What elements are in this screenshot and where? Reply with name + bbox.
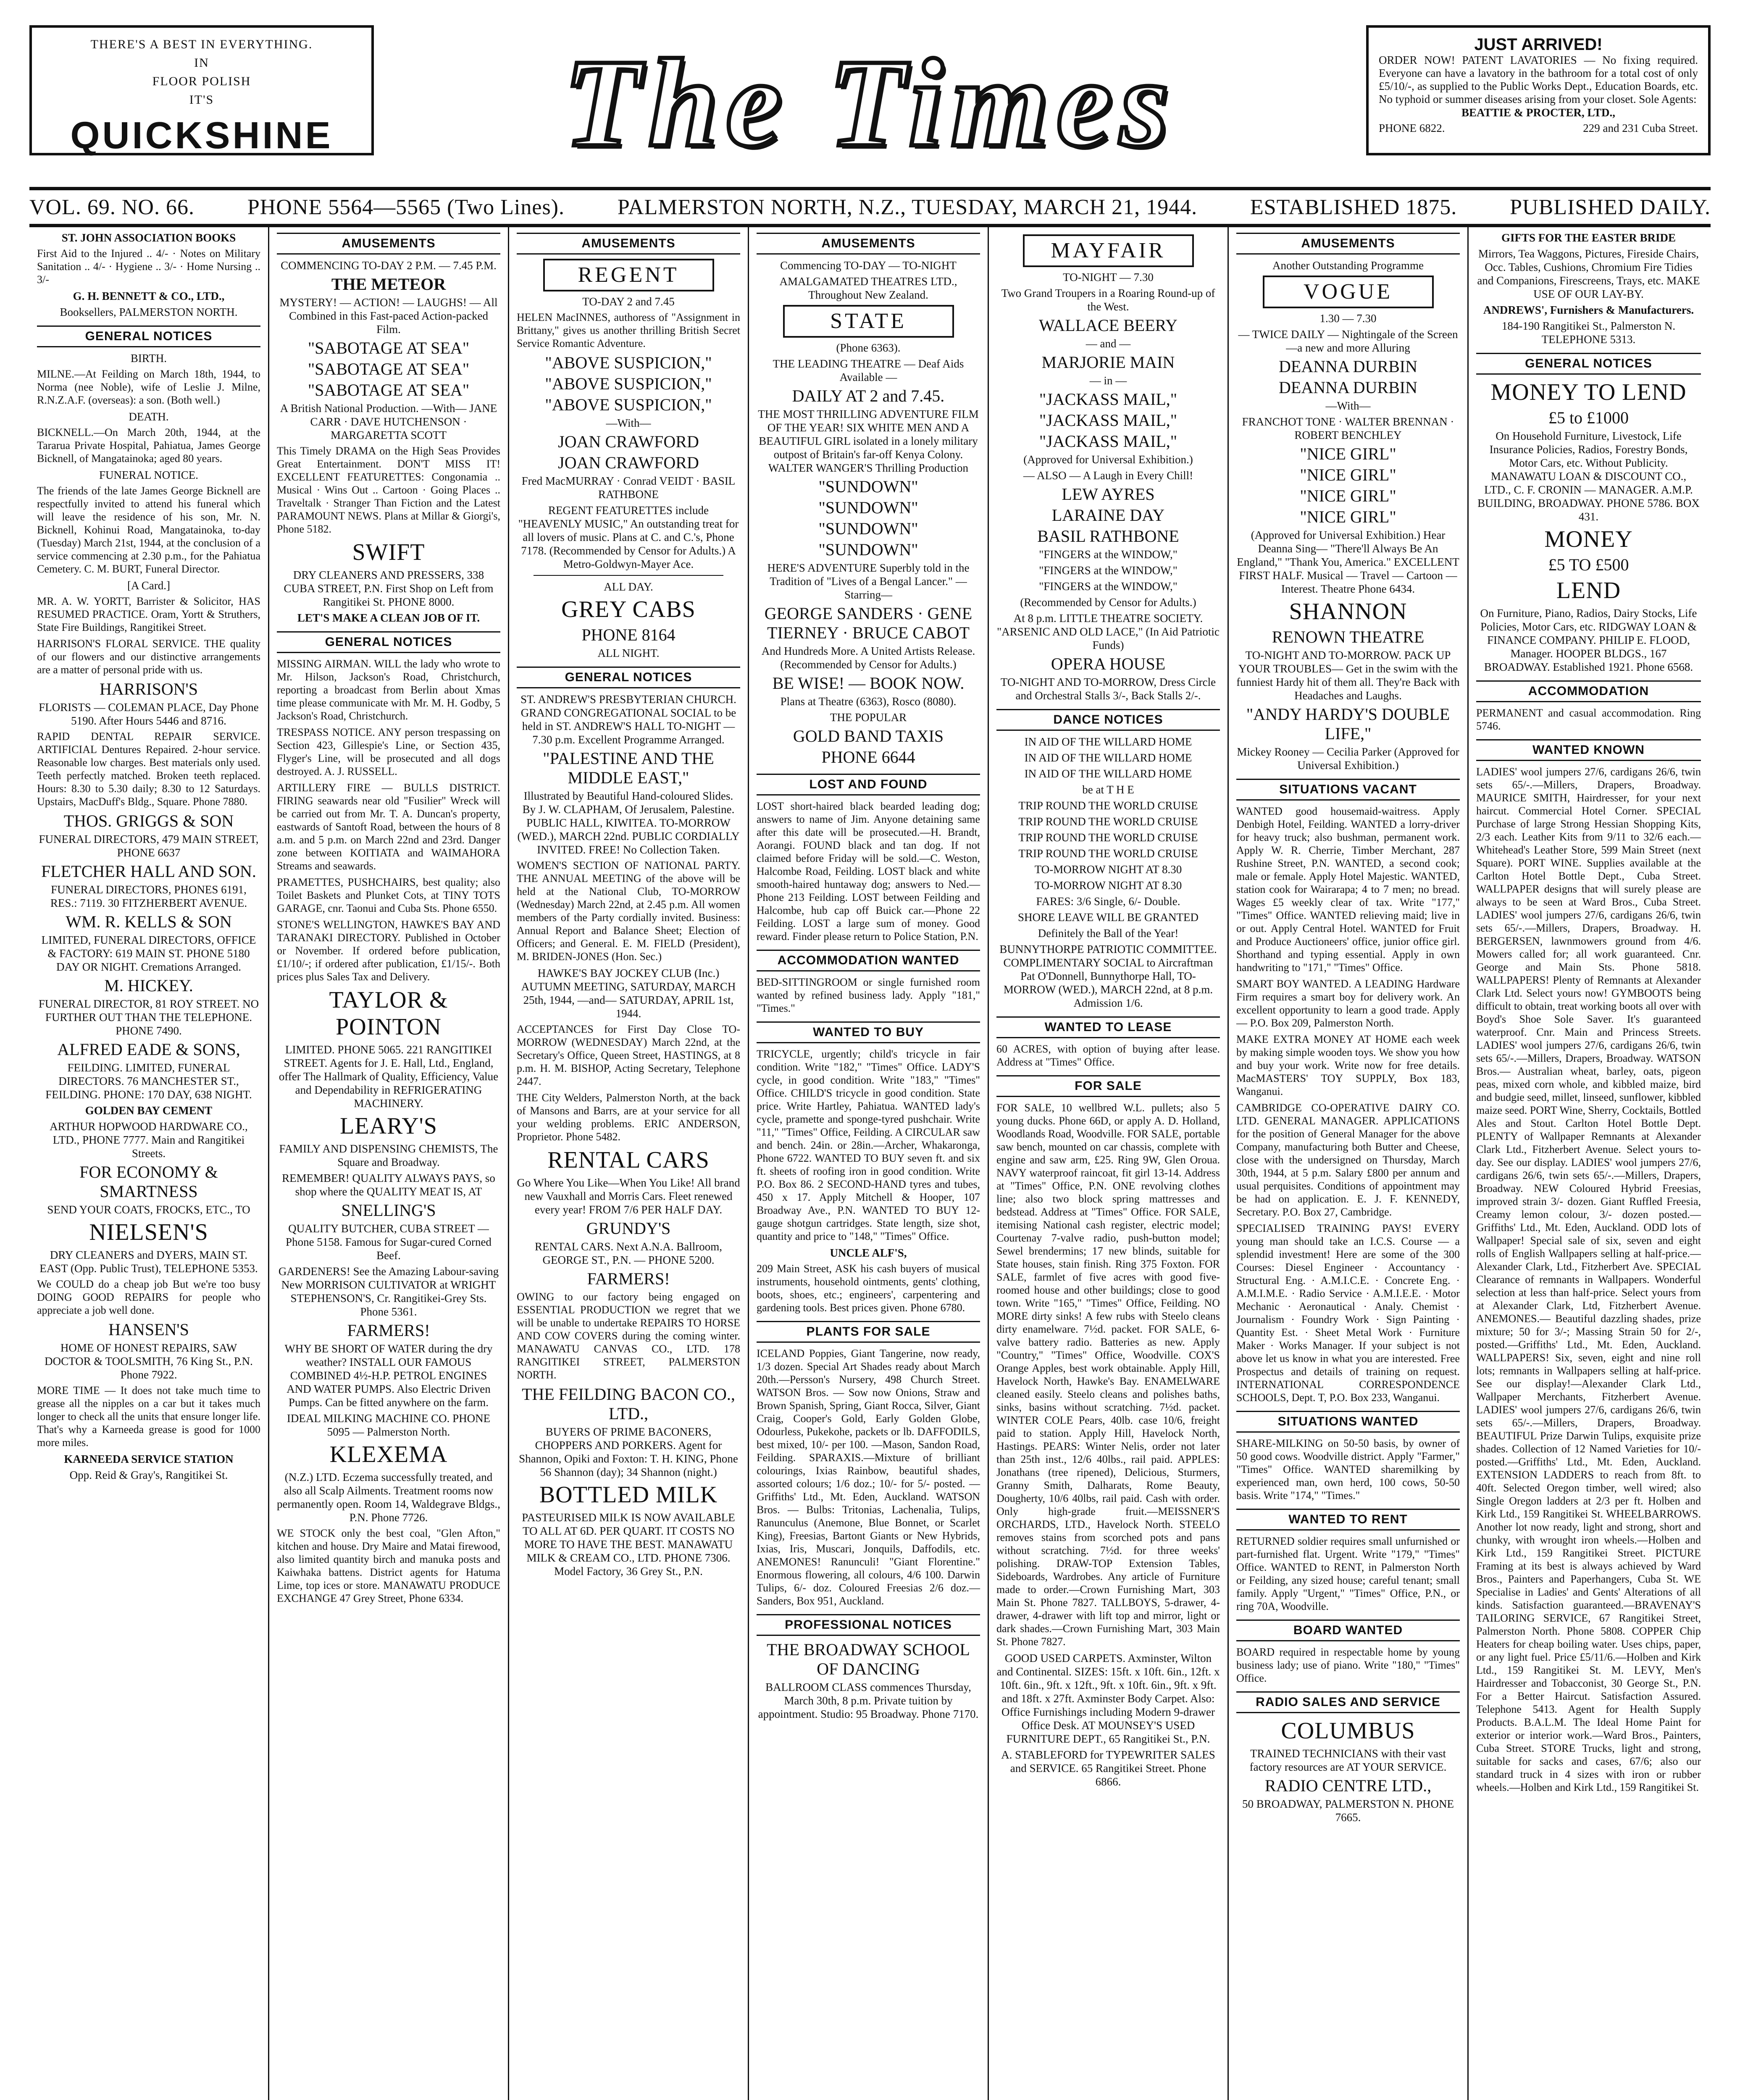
snelling-text: REMEMBER! QUALITY ALWAYS PAYS, so shop where the QUALITY MEAT IS, AT [282,1172,495,1198]
meteor-program: This Timely DRAMA on the High Seas Provides Great Entertainment. DON'T MISS IT! EXCELLENT FEATURETTES: Congonamia .. Musical · Wins Out .. Cartoon · Going Places .. Traveltalk · Stranger Than Fiction and the Latest PARAMOUNT NEWS. Plans at Millar & Giorgi's, Phone 5182. [277,445,500,535]
cruise-time-2: TO-MORROW NIGHT AT 8.30 [1034,879,1182,892]
dance-at: be at T H E [1082,783,1134,796]
section-professional-notices: PROFESSIONAL NOTICES [757,1614,980,1636]
church-social: ST. ANDREW'S PRESBYTERIAN CHURCH. GRAND CONGREGATIONAL SOCIAL to be held in ST. ANDREW'S HALL TO-NIGHT — 7.30 p.m. Excellent Programme Arranged. [520,693,736,746]
ics-training-ad: SPECIALISED TRAINING PAYS! EVERY young man should take an I.C.S. Course — a splendid investment! Here are some of the 300 Courses: Diesel Engineer · Accountancy · Structural Eng. · A.M.I.C.E. · Concrete Eng. · A.M.I.M.E. · Radio Service · A.M.I.E.E. · Motor Mechanic · Aeronautical · Analy. Chemist · Journalism · Foundry Work · Sign Painting · Quantity Est. · Sheet Metal Work · Furniture Maker · Works Manager. If your subject is not above let us know in what you are interested. Free Prospectus and details of training on request. INTERNATIONAL CORRESPONDENCE SCHOOLS, Dept. T, P.O. Box 233, Wanganui. [1236,1222,1460,1404]
meteor-production: A British National Production. —With— JANE CARR · DAVE HUTCHENSON · MARGARETTA SCOTT [280,402,497,441]
coal-ad: WE STOCK only the best coal, "Glen Afton," kitchen and house. Dry Maire and Matai firewood, also limited quantity birch and manuka posts and Kaiwhaka battens. District agents for Hatuma Lime, top ices or store. MANAWATU PRODUCE EXCHANGE 47 Grey Street, Phone 6334. [277,1527,500,1604]
state-tradition: HERE'S ADVENTURE Superbly told in the Tradition of "Lives of a Bengal Lancer." —Starring— [767,562,970,601]
mayfair-tonight: TO-NIGHT — 7.30 [1063,271,1154,284]
accommodation-item: PERMANENT and casual accommodation. Ring 5746. [1476,707,1701,732]
ear-right-phone: PHONE 6822. [1379,122,1445,134]
regent-theatre: REGENT [543,259,714,291]
death-label: DEATH. [129,410,169,423]
gold-band-taxis: GOLD BAND TAXIS [793,727,944,746]
canvas-farmers-name: FARMERS! [587,1269,670,1288]
mayfair-theatre: MAYFAIR [1023,234,1194,267]
section-amusements: AMUSEMENTS [517,233,740,255]
section-wanted-to-rent: WANTED TO RENT [1236,1509,1460,1530]
st-john-title: ST. JOHN ASSOCIATION BOOKS [61,231,236,244]
trespass-notice: TRESPASS NOTICE. ANY person trespassing on Section 423, Gillespie's Line, or Section 435, Flyger's Line, will be prosecuted and all dogs destroyed. A. J. RUSSELL. [277,726,500,777]
andy-hardy-note: Mickey Rooney — Cecilia Parker (Approved for Universal Exhibition.) [1237,746,1459,772]
mayfair-star-3: LEW AYRES [1062,485,1155,504]
farmers-name: FARMERS! [347,1321,430,1340]
money-to-lend-range: £5 to £1000 [1548,408,1629,427]
palestine-text: Illustrated by Beautiful Hand-coloured Slides. By J. W. CLAPHAM, Of Jerusalem, Palestine. PUBLIC HALL, KIWITEA. TO-MORROW (WED.), MARCH 22nd. PUBLIC CORDIALLY INVITED. FREE! No Collection Taken. [517,790,740,856]
state-blurb: THE MOST THRILLING ADVENTURE FILM OF THE YEAR! SIX WHITE MEN AND A BEAUTIFUL GIRL isolated in a lonely military outpost of Britain's far-off Kenya Colony. WALTER WANGER'S Thrilling Production [758,408,979,474]
hansen-name: HANSEN'S [108,1320,189,1339]
opera-house-name: OPERA HOUSE [1051,654,1166,673]
column-5 [989,227,1229,2100]
mayfair-star-4: LARAINE DAY [1051,506,1165,525]
ear-right-body: ORDER NOW! PATENT LAVATORIES — No fixing required. Everyone can have a lavatory in the bathroom for a total cost of only £5/10/-, as supplied to the Public Works Dept., Education Boards, etc. No typhoid or summer diseases arising from your closet. Sole Agents: [1379,54,1698,105]
funeral-label: FUNERAL NOTICE. [99,469,198,481]
section-amusements: AMUSEMENTS [277,233,500,255]
section-amusements: AMUSEMENTS [757,233,980,255]
section-plants-for-sale: PLANTS FOR SALE [757,1321,980,1343]
situations-wanted-items: SHARE-MILKING on 50-50 basis, by owner of 50 good cows. Woodville district. Apply "Farmer," "Times" Office. WANTED sharemilking by experienced man, own herd, 100 cows, 50-50 basis. Write "174," "Times." [1236,1437,1460,1502]
mayfair-feature-3: "JACKASS MAIL," [1039,432,1178,451]
eade-text: FEILDING. LIMITED, FUNERAL DIRECTORS. 76 MANCHESTER ST., FEILDING. PHONE: 170 DAY, 638 NIGHT. [45,1061,252,1101]
taylor-text: LIMITED. PHONE 5065. 221 RANGITIKEI STREET. Agents for J. E. Hall, Ltd., England, offer The Hallmark of Quality, Efficiency, Value and Dependability in REFRIGERATING MACHINERY. [279,1043,499,1110]
bottled-milk-name: BOTTLED MILK [539,1482,718,1508]
andrews-name: ANDREWS', Furnishers & Manufacturers. [1483,304,1694,316]
little-theatre-text: At 8 p.m. LITTLE THEATRE SOCIETY. "ARSENIC AND OLD LACE," (In Aid Patriotic Funds) [997,612,1220,651]
st-john-items: First Aid to the Injured .. 4/- · Notes on Military Sanitation .. 4/- · Hygiene .. 3/- · Home Nursing .. 3/- [37,247,260,286]
klexema-name: KLEXEMA [329,1441,448,1467]
klexema-text: (N.Z.) LTD. Eczema successfully treated, and also all Scalp Ailments. Treatment rooms now permanently open. Room 14, Waldegrave Bldgs., P.N. Phone 7726. [277,1471,500,1524]
nielsen-text: DRY CLEANERS and DYERS, MAIN ST. EAST (Opp. Public Trust), TELEPHONE 5353. [39,1249,258,1275]
money-lend-2: LEND [1556,578,1621,604]
vogue-feature-3: "NICE GIRL" [1300,486,1396,505]
meteor-commencing: COMMENCING TO-DAY 2 P.M. — 7.45 P.M. [281,259,497,272]
ear-right-agent: BEATTIE & PROCTER, LTD., [1461,106,1616,119]
prams-ad: PRAMETTES, PUSHCHAIRS, best quality; also Toilet Baskets and Plunket Cots, at TINY TOTS GARAGE, cnr. Taonui and Cuba Sts. Phone 6550. [277,876,500,914]
andy-hardy-feature: "ANDY HARDY'S DOUBLE LIFE," [1246,705,1450,743]
missing-airman: MISSING AIRMAN. WILL the lady who wrote to Mr. Hilson, Jackson's Road, Christchurch, reporting a broadcast from Berlin about Xmas time please communicate with Mr. M. H. Godby, 5 Jackson's Road, Christchurch. [277,658,500,722]
mayfair-intro: Two Grand Troupers in a Roaring Round-up of the West. [1001,287,1215,313]
kells-text: LIMITED, FUNERAL DIRECTORS, OFFICE & FACTORY: 619 MAIN ST. PHONE 5180 DAY OR NIGHT. Cremations Arranged. [41,934,256,973]
cement-name: GOLDEN BAY CEMENT [85,1104,213,1117]
cruise-1: TRIP ROUND THE WORLD CRUISE [1018,799,1198,812]
state-feature-4: "SUNDOWN" [818,540,918,559]
vogue-costars: FRANCHOT TONE · WALTER BRENNAN · ROBERT BENCHLEY [1242,415,1454,441]
swift-clean: LET'S MAKE A CLEAN JOB OF IT. [297,612,480,624]
section-dance-notices: DANCE NOTICES [996,709,1220,731]
wanted-to-buy-items: TRICYCLE, urgently; child's tricycle in fair condition. Write "182," "Times" Office. LADY'S cycle, in good condition. Write "183," "Times" Office. CHILD'S tricycle in good condition. State price. Write Hartley, Pahiatua. WANTED lady's cycle, pramette and sponge-tyred pushchair. Write "11," "Times" Office, Feilding. A CIRCULAR saw and bench. 24in. or 28in.—Archer, Whakaronga, Phone 6722. WANTED TO BUY seven ft. and six ft. sheets of roofing iron in good condition. Write P.O. Box 86. 2 SECOND-HAND tyres and tubes, 450 x 17. Apply Mitchell & Hooper, 107 Broadway Ave., P.N. WANTED TO BUY 12-gauge shotgun cartridges. State length, size shot, quantity and price to "148," "Times" Office. [757,1048,980,1242]
vogue-with: —With— [1325,399,1371,412]
mayfair-feature2-2: "FINGERS at the WINDOW," [1039,564,1178,577]
section-accommodation-wanted: ACCOMMODATION WANTED [757,950,980,971]
section-accommodation: ACCOMMODATION [1476,680,1701,702]
swift-name: SWIFT [352,539,425,565]
hickey-name: M. HICKEY. [104,976,193,995]
renown-theatre: RENOWN THEATRE [1272,627,1425,646]
section-general-notices: GENERAL NOTICES [1476,353,1701,375]
fletcher-name: FLETCHER HALL AND SON. [41,862,256,881]
state-feature-3: "SUNDOWN" [818,519,918,538]
mayfair-feature2-3: "FINGERS at the WINDOW," [1039,580,1178,593]
board-wanted-item: BOARD required in respectable home by young business lady; use of piano. Write "180," "Times" Office. [1236,1646,1460,1684]
vogue-twice: — TWICE DAILY — Nightingale of the Screen—a new and more Alluring [1238,328,1458,354]
hickey-text: FUNERAL DIRECTOR, 81 ROY STREET. NO FURTHER OUT THAN THE TELEPHONE. PHONE 7490. [38,998,259,1037]
dateline-volume: VOL. 69. NO. 66. [29,195,195,219]
cambridge-dairy-ad: CAMBRIDGE CO-OPERATIVE DAIRY CO. LTD. GENERAL MANAGER. APPLICATIONS for the position of General Manager for the above Company, manufacturing both Butter and Cheese, close with the undersigned on Thursday, March 30th, 1944, at 5 p.m. Salary £800 per annum and usual perquisites. Conditions of appointment may be had on application. E. J. F. KENNEDY, Secretary. P.O. Box 27, Cambridge. [1236,1102,1460,1218]
lost-and-found-items: LOST short-haired black bearded leading dog; answers to name of Jim. Anyone detaining same after this date will be prosecuted.—H. Brandt, Aorangi. FOUND black and tan dog. If not claimed before Friday will be sold.—C. Weston, Halcombe Road, Feilding. LOST black and white smooth-haired huntaway dog; answers to Ned.—Phone 213 Feilding. LOST between Feilding and Halcombe, hub cap off Buick car.—Phone 22 Feilding. LOST a large sum of money. Good reward. Finder please return to Police Station, P.N. [757,800,980,942]
acceptances-notice: ACCEPTANCES for First Day Close TO-MORROW (WEDNESDAY) March 22nd, at the Secretary's Office, Queen Street, HASTINGS, at 8 p.m. H. M. BISHOP, Acting Secretary, Telephone 2447. [517,1023,740,1087]
card-label: [A Card.] [127,579,170,592]
grey-cabs-name: GREY CABS [561,596,696,622]
section-wanted-to-lease: WANTED TO LEASE [996,1016,1220,1038]
ideal-milking-ad: IDEAL MILKING MACHINE CO. PHONE 5095 — Palmerston North. [286,1412,491,1438]
dateline [29,187,1711,227]
regent-star-2: JOAN CRAWFORD [558,453,699,472]
section-board-wanted: BOARD WANTED [1236,1620,1460,1641]
harrison-name: HARRISON'S [100,680,198,698]
meteor-feature-2: "SABOTAGE AT SEA" [308,360,470,378]
dance-aid-3: IN AID OF THE WILLARD HOME [1024,767,1192,780]
easter-gifts-text: Mirrors, Tea Waggons, Pictures, Fireside Chairs, Occ. Tables, Cushions, Chromium Fire Tidies and Companions, Firescreens, Trays, etc. MAKE USE OF OUR LAY-BY. [1477,247,1700,300]
nielsen-name: NIELSEN'S [89,1219,208,1245]
ear-right-footer [1379,122,1698,135]
ear-left-brand: QUICKSHINE [70,115,333,157]
mayfair-recommended: (Recommended by Censor for Adults.) [1020,596,1196,609]
column-7 [1469,227,1708,2100]
section-situations-vacant: SITUATIONS VACANT [1236,779,1460,801]
dateline-established: ESTABLISHED 1875. [1250,195,1457,219]
ear-right-ad [1366,25,1711,155]
funeral-notice: The friends of the late James George Bicknell are respectfully invited to attend his funeral which will leave the residence of his son, Mr. N. Bicknell, Kohinui Road, Mangatainoka, to-day (Tuesday) March 21st, 1944, at the conclusion of a service commencing at 2.30 p.m., for the Pahiatua Cemetery. C. M. BURT, Funeral Director. [37,485,260,575]
bennett-name: G. H. BENNETT & CO., LTD., [73,290,225,302]
bacon-co-text: BUYERS OF PRIME BACONERS, CHOPPERS AND PORKERS. Agent for Shannon, Opiki and Foxton: T. H. KING, Phone 56 Shannon (day); 34 Shannon (night.) [519,1425,738,1478]
vogue-theatre: VOGUE [1263,276,1434,308]
hansen-text: HOME OF HONEST REPAIRS, SAW DOCTOR & TOOLSMITH, 76 King St., P.N. Phone 7922. [45,1341,253,1381]
economy-name: FOR ECONOMY & SMARTNESS [79,1163,218,1201]
broadway-school-name: THE BROADWAY SCHOOL OF DANCING [767,1640,970,1678]
hopwood-text: ARTHUR HOPWOOD HARDWARE CO., LTD., PHONE 7777. Main and Rangitikei Streets. [50,1120,248,1160]
state-daily: DAILY AT 2 and 7.45. [792,386,945,405]
columns [29,227,1711,2100]
extra-money-ad: MAKE EXTRA MONEY AT HOME each week by making simple wooden toys. We show you how and buy your work. Write now for free details. MacMASTERS' TOY SUPPLY, Box 183, Wanganui. [1236,1033,1460,1097]
grey-cabs-phone: PHONE 8164 [581,625,675,644]
state-stars-note: And Hundreds More. A United Artists Release. (Recommended by Censor for Adults.) [761,645,975,671]
column-3 [509,227,749,2100]
rental-cars-name: RENTAL CARS [547,1147,710,1173]
birth-label: BIRTH. [130,352,167,365]
column-4 [749,227,989,2100]
section-general-notices: GENERAL NOTICES [277,631,500,653]
palestine-title: "PALESTINE AND THE MIDDLE EAST," [543,749,714,787]
money-title-2: MONEY [1544,526,1633,552]
plants-for-sale-items: ICELAND Poppies, Giant Tangerine, now ready, 1/3 dozen. Special Art Shades ready about March 20th.—Persson's Nursery, 498 Church Street. WATSON Bros. — Sow now Onions, Straw and Brown Spanish, Spring, Giant Rocca, Silver, Giant Craig, Cooper's Gold, Early Golden Globe, Odourless, Pukekohe, packets or lb. DAFFODILS, best mixed, 10/- per 100. —Mason, Sandon Road, Feilding. SPARAXIS.—Mixture of brilliant colourings, Ixias Rainbow, beautiful shades, assorted colours; 1/6 doz.; 10/- for 5/- posted. — Griffiths' Ltd., Mt. Eden, Auckland. WATSON Bros. — Bulbs: Tritonias, Lachenalia, Tulips, Ranunculus (Anemone, Blue Bonnet, or Scarlet King), Freesias, Bartont Giants or New Hybrids, Ixias, Iris, Muscari, Jonquils, Daffodils, etc. ANEMONES! Ranunculi! "Giant Florentine." Enormous flowering, all colours, 4/6 100. Darwin Tulips, 6/- doz. Coloured Freesias 2/6 doz.—Sanders, Box 951, Auckland. [757,1347,980,1607]
state-feature-2: "SUNDOWN" [818,498,918,517]
regent-feature-1: "ABOVE SUSPICION," [545,353,712,372]
mayfair-feature2-1: "FINGERS at the WINDOW," [1039,548,1178,561]
dateline-place-date: PALMERSTON NORTH, N.Z., TUESDAY, MARCH 21, 1944. [617,195,1198,219]
birth-notice: MILNE.—At Feilding on March 18th, 1944, to Norma (nee Noble), wife of Leslie J. Milne, R.N.Z.A.F. (overseas): a son. (Both well.) [37,368,260,406]
wanted-to-rent-items: RETURNED soldier requires small unfurnished or part-furnished flat. Urgent. Write "179," "Times" Office. WANTED to RENT, in Palmerston North or Feilding, any sized house; careful tenant; small family. Apply "Urgent," "Times" Office, P.N., or ring 70A, Woodville. [1236,1535,1460,1612]
column-2 [269,227,509,2100]
cruise-4: TRIP ROUND THE WORLD CRUISE [1018,847,1198,860]
stableford-ad: A. STABLEFORD for TYPEWRITER SALES and SERVICE. 65 Rangitikei Street. Phone 6866. [1001,1748,1215,1788]
womens-section-notice: WOMEN'S SECTION OF NATIONAL PARTY. THE ANNUAL MEETING of the above will be held at the National Club, TO-MORROW (Wednesday) March 22nd, at 2.45 p.m. All women members of the Party cordially invited. Business: Annual Report and Balance Sheet; Election of Officers; and General. E. M. FIELD (President), M. BRIDEN-JONES (Hon. Sec.) [517,859,740,963]
leary-text: FAMILY AND DISPENSING CHEMISTS, The Square and Broadway. [279,1142,498,1168]
vogue-feature-2: "NICE GIRL" [1300,465,1396,484]
meteor-feature-1: "SABOTAGE AT SEA" [308,339,470,357]
regent-times: TO-DAY 2 and 7.45 [582,295,675,308]
mayfair-feature-2: "JACKASS MAIL," [1039,411,1178,430]
cruise-3: TRIP ROUND THE WORLD CRUISE [1018,831,1198,844]
section-for-sale: FOR SALE [996,1075,1220,1097]
accommodation-wanted-item: BED-SITTINGROOM or single furnished room wanted by refined business lady. Apply "181," "Times." [757,976,980,1014]
ear-left-ad [29,25,374,155]
more-time-ad: MORE TIME — It does not take much time to grease all the nipples on a car but it takes much longer to check all the units that ensure longer life. That's why a Karneeda grease is good for 1000 more miles. [37,1384,260,1449]
death-notice: BICKNELL.—On March 20th, 1944, at the Tararua Private Hospital, Pahiatua, James George Bicknell, of Mangatainoka; aged 80 years. [37,426,260,465]
vogue-feature-4: "NICE GIRL" [1300,507,1396,526]
vogue-star-1: DEANNA DURBIN [1279,357,1417,376]
state-theatre: STATE [783,305,954,338]
ear-left-line4: IT'S [189,93,214,107]
kells-name: WM. R. KELLS & SON [66,912,232,931]
grundys-name: GRUNDY'S [586,1219,671,1238]
cabs-allnight: ALL NIGHT. [597,647,660,659]
stones-directory: STONE'S WELLINGTON, HAWKE'S BAY AND TARANAKI DIRECTORY. Published in October or November. If ordered before publication, £1/10/-; if ordered after publication, £1/15/-. Both prices plus Sales Tax and Delivery. [277,919,500,983]
dance-aid-2: IN AID OF THE WILLARD HOME [1024,751,1192,764]
shore-leave: SHORE LEAVE WILL BE GRANTED [1018,911,1199,924]
cabs-allday: ALL DAY. [604,580,653,593]
card-notice: MR. A. W. YORTT, Barrister & Solicitor, HAS RESUMED PRACTICE. Oram, Yortt & Struthers, State Fire Buildings, Rangitikei Street. [37,595,260,633]
taylor-name: TAYLOR & POINTON [329,987,448,1040]
rental-cars-text: Go Where You Like—When You Like! All brand new Vauxhall and Morris Cars. Fleet renewed every year! FROM 7/6 PER HALF DAY. [517,1176,740,1216]
hawkes-bay-jockey-club: HAWKE'S BAY JOCKEY CLUB (Inc.) AUTUMN MEETING, SATURDAY, MARCH 25th, 1944, —and— SATURDAY, APRIL 1st, 1944. [521,967,736,1020]
fletcher-text: FUNERAL DIRECTORS, PHONES 6191, RES.: 7119. 30 FITZHERBERT AVENUE. [50,883,247,909]
section-radio-sales: RADIO SALES AND SERVICE [1236,1691,1460,1713]
wanted-known-items: LADIES' wool jumpers 27/6, cardigans 26/6, twin sets 65/-.—Millers, Drapers, Broadway. MAURICE SMITH, Hairdresser, for your next haircut. Commercial Hotel Corner. SPECIAL Purchase of large Strong Hessian Shopping Kits, 2/3 each. Leather Kits from 9/11 to 32/6 each.—Whitehead's Leather Store, 599 Main Street (next Square). PORT WINE. Supplies available at the Carlton Hotel Bottle Dept., Cuba Street. WALLPAPER designs that will surely please are always to be seen at Ward Bros., Cuba Street. LADIES' wool jumpers 27/6, cardigans 26/6, twin sets 65/-.—Millers, Drapers, Broadway. H. BERGERSEN, lawnmowers ground from 4/6. Mowers called for; all work guaranteed. Cnr. George and Main Sts. Phone 5818. WALLPAPERS! Plenty of Remnants at Alexander Clark Ltd. Select yours now! GYMBOOTS being difficult to obtain, treat working boots all over with Boyd's Shoe Sole Saver. It's guaranteed waterproof. Cnr. Main and Princess Streets. LADIES' wool jumpers 27/6, cardigans 26/6, twin sets 65/-.—Millers, Drapers, Broadway. WATSON Bros.— Australian wheat, barley, oats, pigeon peas, mixed corn whole, and kibbled maize, bird and budgie seed, millet, linseed, sunflower, kibbled maize seed. PORT Wine, Sherry, Cocktails, Bottled Ales and Stout. Carlton Hotel Bottle Dept. PLENTY of Wallpaper Remnants at Alexander Clark Ltd., Fitzherbert Avenue. Select yours to-day. See our display. LADIES' wool jumpers 27/6, cardigans 26/6, twin sets 65/-.—Millers, Drapers, Broadway. NEW Coloured Hybrid Freesias, improved strain 3/- dozen. Giant Ruffled Freesia, Creamy lemon colour, 3/- dozen posted.—Griffiths' Ltd., Mt. Eden, Auckland. ODD lots of Wallpaper! Special sale of six, seven and eight rolls of English Wallpapers selling at half-price.—Alexander Clark, Ltd., Fitzherbert Ave. SPECIAL Clearance of remnants in Wallpapers. Wonderful selection at less than half-price. Select yours from at Alexander Clark, Ltd, Fitzherbert Avenue. ANEMONES.— Beautiful dazzling shades, prize mixture; 50 for 3/-; Massing Strain 50 for 2/-, posted.—Griffiths' Ltd., Mt. Eden, Auckland. WALLPAPERS! Six, seven, eight and nine roll lots; remnants in Wallpapers selling at half-price. See our display!—Alexander Clark Ltd., Wallpaper Merchants, Fitzherbert Avenue. LADIES' wool jumpers 27/6, cardigans 26/6, twin sets 65/-.—Millers, Drapers, Broadway. BEAUTIFUL Prize Darwin Tulips, exquisite prize shades. Collection of 12 Named Varieties for 10/- posted.—Griffiths' Ltd., Mt. Eden, Auckland. EXTENSION LADDERS to reach from 8ft. to 40ft. Selected Oregon timber, well wired; also Single Oregon ladders at 2/3 per ft. Holben and Kirk Ltd., 159 Rangitikei St. WHEELBARROWS. Another lot now ready, light and strong, short and chunky, with wrought iron wheels.—Holben and Kirk Ltd., 159 Rangitikei Street. PICTURE Framing at its best is always achieved by Ward Bros., Painters and Paperhangers, Cuba St. WE Specialise in Ladies' and Gents' Alterations of all kinds. Satisfaction guaranteed.—BRAVENAY'S TAILORING SERVICE, 67 Rangitikei Street, Palmerston North. Phone 5808. COPPER Chip Heaters for cheap boiling water. Uses chips, paper, or any light fuel. Price £5/11/6.—Holben and Kirk Ltd., 159 Rangitikei St. M. LEVY, Men's Hairdresser and Tobacconist, 30 George St., P.N. For a Better Haircut. Satisfaction Assured. Telephone 5413. Agent for Health Supply Products. B.A.L.M. The Ideal Home Paint for exterior or interior work.—Ward Bros., Painters, Cuba Street. STORE Trucks, light and strong, suitable for sacks and cases, 67/6; also our standard truck in 4 sizes with iron or rubber wheels.—Holben and Kirk Ltd., 159 Rangitikei St. [1476,766,1701,1793]
grundys-text: RENTAL CARS. Next A.N.A. Ballroom, GEORGE ST., P.N. — PHONE 5200. [534,1240,723,1266]
snelling-address: QUALITY BUTCHER, CUBA STREET — Phone 5158. Famous for Sugar-cured Corned Beef. [286,1222,492,1262]
canvas-farmers-text: OWING to our factory being engaged on ESSENTIAL PRODUCTION we regret that we will be unable to undertake REPAIRS TO HORSE AND COW COVERS during the coming winter. MANAWATU CANVAS CO., LTD. 178 RANGITIKEI STREET, PALMERSTON NORTH. [517,1291,740,1381]
column-1 [29,227,269,2100]
section-amusements: AMUSEMENTS [1236,233,1460,255]
economy-text: SEND YOUR COATS, FROCKS, ETC., TO [47,1203,250,1216]
masthead-title: The Times [563,33,1177,173]
bottled-milk-text: PASTEURISED MILK IS NOW AVAILABLE TO ALL AT 6D. PER QUART. IT COSTS NO MORE TO HAVE THE BEST. MANAWATU MILK & CREAM CO., LTD. PHONE 7306. Model Factory, 36 Grey St., P.N. [522,1511,735,1578]
swift-text: DRY CLEANERS AND PRESSERS, 338 CUBA STREET, P.N. First Shop on Left from Rangitikei St. PHONE 8000. [284,569,494,608]
dateline-phone: PHONE 5564—5565 (Two Lines). [247,195,565,219]
wanted-to-lease-item: 60 ACRES, with option of buying after lease. Address at "Times" Office. [996,1043,1220,1068]
section-lost-and-found: LOST AND FOUND [757,774,980,795]
ear-left-line3: FLOOR POLISH [152,74,251,88]
andrews-address: 184-190 Rangitikei St., Palmerston N. TELEPHONE 5313. [1501,320,1676,346]
state-commencing: Commencing TO-DAY — TO-NIGHT [780,259,957,272]
columbus-name: COLUMBUS [1281,1718,1415,1744]
section-general-notices: GENERAL NOTICES [37,326,260,347]
regent-feature-2: "ABOVE SUSPICION," [545,374,712,393]
section-wanted-to-buy: WANTED TO BUY [757,1021,980,1043]
section-situations-wanted: SITUATIONS WANTED [1236,1411,1460,1433]
ball-of-year: Definitely the Ball of the Year! [1038,927,1179,940]
griggs-text: FUNERAL DIRECTORS, 479 MAIN STREET, PHONE 6637 [39,833,259,859]
mayfair-star-1: WALLACE BEERY [1039,316,1178,335]
shannon-name: SHANNON [1289,598,1407,625]
mayfair-star-2: MARJORIE MAIN [1041,353,1175,372]
farmers-text: WHY BE SHORT OF WATER during the dry weather? INSTALL OUR FAMOUS COMBINED 4½-H.P. PETROL ENGINES AND WATER PUMPS. Also Electric Driven Pumps. Can be fitted anywhere on the farm. [284,1342,493,1409]
columbus-text: TRAINED TECHNICIANS with their vast factory resources are AT YOUR SERVICE. [1249,1747,1447,1773]
broadway-school-text: BALLROOM CLASS commences Thursday, March 30th, 8 p.m. Private tuition by appointment. Studio: 95 Broadway. Phone 7170. [758,1681,979,1720]
vogue-approved: (Approved for Universal Exhibition.) Hear Deanna Sing— "There'll Always Be An England," "Thank You, America." EXCELLENT FIRST HALF. Musical — Travel — Cartoon — Interest. Theatre Phone 6434. [1237,529,1459,595]
vogue-feature-1: "NICE GIRL" [1300,444,1396,463]
dental-ad: RAPID DENTAL REPAIR SERVICE. ARTIFICIAL Dentures Repaired. 2-hour service. Reasonable low charges. Best materials only used. Teeth perfectly matched. Broken teeth replaced. Hours: 8.30 to 5.30 daily; 8.30 to 12 Saturdays. Upstairs, MacDuff's Bldg., Square. Phone 7880. [37,730,260,808]
ear-right-address: 229 and 231 Cuba Street. [1583,122,1698,134]
artillery-notice: ARTILLERY FIRE — BULLS DISTRICT. FIRING seawards near old "Fusilier" Wreck will be carried out from Mr. T. A. Duncan's property, eastwards of Santoft Road, between the hours of 8 a.m. and 5 p.m. on March 22nd and 23rd. Danger zone between KOITIATA and WAIMAHORA Streams and seawards. [277,782,500,872]
mayfair-approved: (Approved for Universal Exhibition.) [1023,453,1193,466]
regent-featurettes: REGENT FEATURETTES include "HEAVENLY MUSIC," An outstanding treat for all lovers of music. Plans at C. and C.'s, Phone 7178. (Recommended by Censor for Adults.) A Metro-Goldwyn-Mayer Ace. [518,504,739,570]
dateline-published: PUBLISHED DAILY. [1510,195,1711,219]
column-6 [1229,227,1469,2100]
state-book-now: BE WISE! — BOOK NOW. [772,674,965,693]
mayfair-also: — ALSO — A Laugh in Every Chill! [1023,469,1193,482]
mayfair-star-5: BASIL RATHBONE [1037,527,1179,546]
karneeda-name: KARNEEDA SERVICE STATION [64,1453,234,1465]
cruise-2: TRIP ROUND THE WORLD CRUISE [1018,815,1198,828]
mayfair-and: — and — [1086,337,1131,350]
eade-name: ALFRED EADE & SONS, [57,1040,240,1059]
vogue-times: 1.30 — 7.30 [1319,312,1377,325]
snelling-name: SNELLING'S [341,1201,436,1220]
divider [534,575,723,576]
used-carpets-ad: GOOD USED CARPETS. Axminster, Wilton and Continental. SIZES: 15ft. x 10ft. 6in., 12ft. x 10ft. 6in., 9ft. x 12ft., 9ft. x 10ft. 6in., 9ft. x 9ft. and 18ft. x 27ft. Axminster Body Carpet. Also: Office Furnishings including Modern 9-drawer Office Desk. AT MOUNSEY'S USED FURNITURE DEPT., 65 Rangitikei St., P.N. [996,1652,1220,1745]
easter-gifts-title: GIFTS FOR THE EASTER BRIDE [1501,231,1676,244]
leary-name: LEARY'S [340,1113,437,1139]
taxis-intro: THE POPULAR [830,711,907,724]
state-amalgamated: AMALGAMATED THEATRES LTD., Throughout New Zealand. [779,275,957,301]
bacon-co-name: THE FEILDING BACON CO., LTD., [522,1385,735,1423]
meteor-feature-3: "SABOTAGE AT SEA" [308,381,470,399]
state-feature-1: "SUNDOWN" [818,477,918,496]
ear-right-heading: JUST ARRIVED! [1474,35,1603,54]
griggs-name: THOS. GRIGGS & SON [63,811,234,830]
regent-feature-3: "ABOVE SUSPICION," [545,395,712,414]
ridgway-text: On Furniture, Piano, Radios, Dairy Stocks, Life Policies, Motor Cars, etc. RIDGWAY LOAN & FINANCE COMPANY. PHILIP E. FLOOD, Manager. HOOPER BLDGS., 167 BROADWAY. Established 1921. Phone 6568. [1480,607,1697,673]
bennett-place: Booksellers, PALMERSTON NORTH. [60,306,238,318]
regent-intro: HELEN MacINNES, authoress of "Assignment in Brittany," gives us another thrilling British Secret Service Romantic Adventure. [517,311,740,349]
radio-centre-name: RADIO CENTRE LTD., [1264,1776,1432,1795]
state-plans: Plans at Theatre (6363), Rosco (8080). [780,695,957,708]
regent-costars: Fred MacMURRAY · Conrad VEIDT · BASIL RATHBONE [521,475,736,501]
section-general-notices: GENERAL NOTICES [517,667,740,688]
hansen-intro: We COULD do a cheap job But we're too busy DOING GOOD REPAIRS for people who appreciate a job well done. [37,1278,260,1316]
money-to-lend-title: MONEY TO LEND [1490,379,1687,405]
vogue-another: Another Outstanding Programme [1272,259,1424,272]
regent-with: —With— [606,417,651,429]
smart-boy-ad: SMART BOY WANTED. A LEADING Hardware Firm requires a smart boy for delivery work. An excellent opportunity to learn a good trade. Apply— P.O. Box 209, Palmerston North. [1236,978,1460,1029]
situations-vacant-items: WANTED good housemaid-waitress. Apply Denbigh Hotel, Feilding. WANTED a lorry-driver for heavy truck; also bushman, permanent work. Apply W. R. Cherrie, Timber Merchant, 287 Rushine Street, P.N. WANTED, a second cook; male or female. Apply Hotel Majestic. WANTED, station cook for Wairarapa; 4 to 7 men; no bread. Wages £5 weekly clear of tax. Write "177," "Times" Office. WANTED relieving maid; live in or out. Apply Central Hotel. WANTED for Fruit and Produce Auctioneers' office, junior office girl. Shorthand and typing essential. Apply in own handwriting to "171," "Times" Office. [1236,805,1460,974]
dance-aid-1: IN AID OF THE WILLARD HOME [1024,735,1192,748]
cruise-time-1: TO-MORROW NIGHT AT 8.30 [1034,863,1182,876]
state-leading: THE LEADING THEATRE — Deaf Aids Available — [773,357,964,383]
uncle-alfs-text: 209 Main Street, ASK his cash buyers of musical instruments, household ointments, gents' clothing, boots, shoes, etc.; engineers', carpentering and gardening tools. Best prices given. Phone 6780. [757,1263,980,1314]
money-range-2: £5 TO £500 [1548,555,1629,574]
opera-house-text: TO-NIGHT AND TO-MORROW, Dress Circle and Orchestral Stalls 3/-, Back Stalls 2/-. [1000,676,1216,702]
dance-fares: FARES: 3/6 Single, 6/- Double. [1036,895,1180,908]
ear-left-line2: IN [194,56,209,70]
bunnythorpe-social: BUNNYTHORPE PATRIOTIC COMMITTEE. COMPLIMENTARY SOCIAL to Aircraftman Pat O'Donnell, Bunnythorpe Hall, TO-MORROW (WED.), MARCH 22nd, at 8 p.m. Admission 1/6. [999,943,1217,1009]
ear-left-line1: THERE'S A BEST IN EVERYTHING. [90,37,313,51]
mayfair-feature-1: "JACKASS MAIL," [1039,390,1178,409]
uncle-alfs-name: UNCLE ALF'S, [830,1247,907,1259]
renown-text: TO-NIGHT AND TO-MORROW. PACK UP YOUR TROUBLES— Get in the swim with the funniest Hardy hit of them all. They're Back with Headaches and Laughs. [1236,649,1460,702]
karneeda-address: Opp. Reid & Gray's, Rangitikei St. [69,1469,228,1481]
state-phone: (Phone 6363). [836,341,901,354]
harrison-address: FLORISTS — COLEMAN PLACE, Day Phone 5190. After Hours 5446 and 8716. [39,701,259,727]
mayfair-in: — in — [1089,374,1127,387]
harrison-text: HARRISON'S FLORAL SERVICE. THE quality of our flowers and our distinctive arrangements are a matter of personal pride with us. [37,638,260,676]
vogue-star-2: DEANNA DURBIN [1279,378,1417,397]
state-stars: GEORGE SANDERS · GENE TIERNEY · BRUCE CABOT [764,604,973,642]
radio-centre-address: 50 BROADWAY, PALMERSTON N. PHONE 7665. [1242,1798,1454,1824]
meteor-bill: MYSTERY! — ACTION! — LAUGHS! — All Combined in this Fast-paced Action-packed Film. [279,296,498,336]
money-to-lend-text: On Household Furniture, Livestock, Life Insurance Policies, Radios, Forestry Bonds, Motor Cars, etc. Without Publicity. MANAWATU LOAN & DISCOUNT CO., LTD., C. F. CRONIN — MANAGER. A.M.P. BUILDING, BROADWAY. PHONE 5786. BOX 431. [1477,430,1700,523]
gardeners-ad: GARDENERS! See the Amazing Labour-saving New MORRISON CULTIVATOR at WRIGHT STEPHENSON'S, Cr. Rangitikei-Grey Sts. Phone 5361. [278,1265,499,1318]
gold-band-phone: PHONE 6644 [821,748,915,766]
section-wanted-known: WANTED KNOWN [1476,739,1701,761]
meteor-theatre: THE METEOR [331,275,446,294]
regent-star-1: JOAN CRAWFORD [558,432,699,451]
city-welders-ad: THE City Welders, Palmerston North, at the back of Mansons and Barrs, are at your service for all your welding problems. ERIC ANDERSON, Proprietor. Phone 5482. [517,1092,740,1143]
for-sale-items: FOR SALE, 10 wellbred W.L. pullets; also 5 young ducks. Phone 66D, or apply A. D. Holland, Woodlands Road, Woodville. FOR SALE, portable saw bench, mounted on car chassis, complete with engine and saw arm, £25. Ring 9W, Glen Oroua. NAVY waterproof raincoat, fit girl 13-14. Address at "Times" Office, P.N. ONE revolving clothes line; also two block spring mattresses and bedstead. Address at "Times" Office. FOR SALE, itemising National cash register, electric model; Courtenay 7-valve radio, push-button model; Sewel brendermins; 17 new blinds, suitable for State houses, stain finish. Ring 375 Foxton. FOR SALE, farmlet of five acres with good five-roomed house and other buildings; close to good town. Write "165," "Times" Office, Feilding. NO MORE dirty sinks! A few rubs with Steelo cleans dirty enamelware. 7½d. packet. FOR SALE, 6-valve battery radio. Batteries as new. Apply "Country," "Times" Office, Woodville. COX'S Orange Apples, best work obtainable. Apply Hill, Havelock North, Hawke's Bay. ENAMELWARE cleaned easily. Steelo cleans and polishes baths, sinks, basins without scratching. 7½d. packet. WINTER COLE Pears, 40lb. case 10/6, freight paid to station. Apply Hill, Havelock North, Hastings. PEARS: Winter Nelis, order not later than 25th inst., 12/6 40lbs., rail paid. APPLES: Jonathans (tree ripened), Delicious, Sturmers, Granny Smith, Dalharats, Rome Beauty, Dougherty, 10/6 40lbs, rail paid. Cash with order. Only high-grade fruit.—MEISSNER'S ORCHARDS, LTD., Havelock North. STEELO removes stains from scorched pots and pans without scratching. 7½d. for three weeks' polishing. DRAW-TOP Extension Tables, Sideboards, Wardrobes. Any article of Furniture made to order.—Crown Furnishing Mart, 303 Main St. Phone 7827. TALLBOYS, 5-drawer, 4-drawer, 4-drawer with lift top and mirror, light or dark shades.—Crown Furnishing Mart, 303 Main St. Phone 7827. [996,1102,1220,1648]
